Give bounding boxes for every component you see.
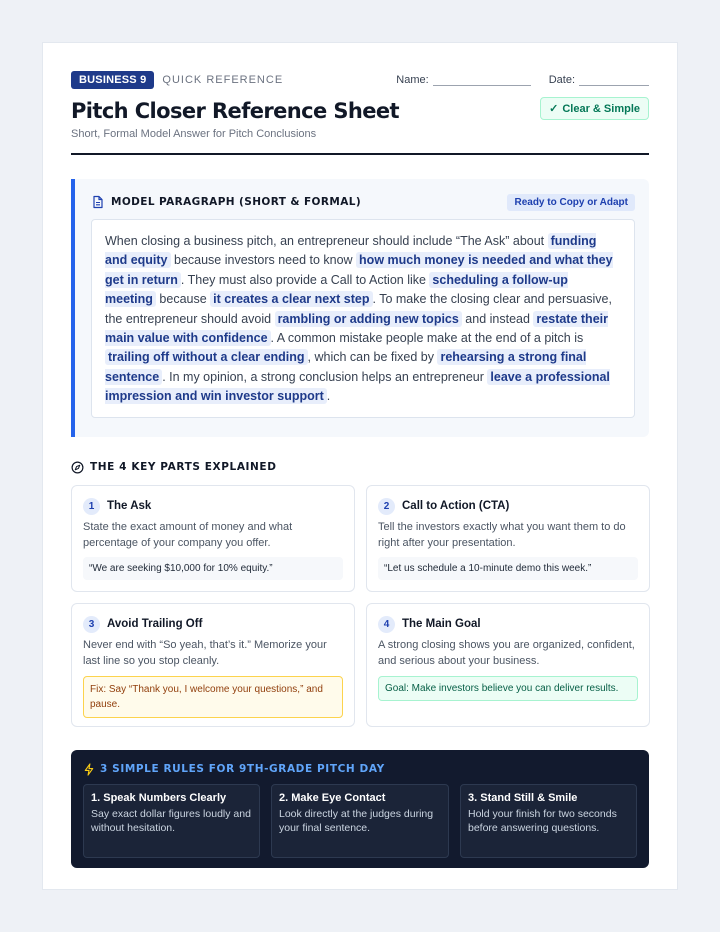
key-parts-header [71,459,649,475]
status-badge-label: Clear & Simple [562,102,640,115]
example-quote: “Let us schedule a 10-minute demo this week.” [378,557,638,580]
date-line [579,85,649,86]
card-header [83,615,343,633]
card-title: The Ask [107,500,152,512]
rule-card-speak-numbers [83,784,260,858]
fix-note: Fix: Say “Thank you, I welcome your questions,” and pause. [83,676,343,718]
rule-card-eye-contact [271,784,449,858]
card-header [378,497,638,515]
key-part-card-cta [366,485,650,592]
key-parts-grid [71,485,649,727]
key-parts-title: THE 4 KEY PARTS EXPLAINED [90,461,277,473]
rule-title: 3. Stand Still & Smile [468,792,578,804]
card-header [83,497,343,515]
highlighted-phrase: trailing off without a clear ending [105,349,308,365]
rule-card-stand-still [460,784,637,858]
rule-title: 1. Speak Numbers Clearly [91,792,227,804]
page-title: Pitch Closer Reference Sheet [71,99,399,123]
key-part-card-main-goal [366,603,650,727]
model-paragraph-section [71,179,649,437]
rule-description: Say exact dollar figures loudly and without hesitation. [91,808,251,834]
highlighted-phrase: it creates a clear next step [210,291,372,307]
rule-description: Hold your finish for two seconds before answering questions. [468,808,617,834]
step-number: 1 [83,498,100,515]
title-block [71,99,649,143]
card-header [378,615,638,633]
highlighted-phrase: scheduling a follow-up meeting [105,272,568,307]
step-number: 4 [378,616,395,633]
paragraph-text: . In my opinion, a strong conclusion helps an entrepreneur [162,369,488,384]
card-description: A strong closing shows you are organized, confident, and serious about your business. [378,639,635,667]
card-description: Tell the investors exactly what you want them to do right after your presentation. [378,521,626,549]
name-field[interactable] [396,74,530,86]
document-icon [91,195,105,209]
rule-title: 2. Make Eye Contact [279,792,386,804]
paragraph-text: because investors need to know [170,253,357,268]
highlighted-phrase: how much money is needed and what they get in return [105,253,613,287]
highlighted-phrase: funding and equity [105,234,597,268]
student-fields [396,74,649,86]
reference-sheet-page [42,42,678,890]
card-description: Never end with “So yeah, that’s it.” Memorize your last line so you stop cleanly. [83,639,327,667]
model-header [91,193,635,211]
paragraph-text: When closing a business pitch, an entrepreneur should include “The Ask” about [105,234,548,248]
key-part-card-trailing-off [71,603,355,727]
paragraph-text: . They must also provide a Call to Action like [180,272,430,287]
lightning-icon [83,763,95,776]
step-number: 2 [378,498,395,515]
header-divider [71,153,649,155]
card-description: State the exact amount of money and what percentage of your company you offer. [83,521,293,549]
paragraph-text: . A common mistake people make at the end of a pitch is [270,331,584,346]
sheet-content [71,71,649,868]
rule-description: Look directly at the judges during your final sentence. [279,808,434,834]
rules-grid [83,784,637,858]
header-topline [71,71,649,89]
paragraph-text: because [155,292,211,307]
example-quote: “We are seeking $10,000 for 10% equity.” [83,557,343,580]
goal-note: Goal: Make investors believe you can deliver results. [378,676,638,701]
rules-header [83,761,637,777]
paragraph-text: . To make the closing clear and persuasive, the entrepreneur should avoid [105,292,612,326]
model-title: MODEL PARAGRAPH (SHORT & FORMAL) [111,196,362,208]
card-title: The Main Goal [402,618,481,630]
pitch-day-rules-panel [71,750,649,868]
step-number: 3 [83,616,100,633]
highlighted-phrase: restate their main value with confidence [105,311,608,346]
page-subtitle: Short, Formal Model Answer for Pitch Conclusions [71,128,317,140]
paragraph-text: , which can be fixed by [307,350,438,365]
kicker-label: QUICK REFERENCE [162,74,284,86]
key-part-card-ask [71,485,355,592]
card-title: Avoid Trailing Off [107,618,203,630]
date-field[interactable] [549,74,649,86]
card-title: Call to Action (CTA) [402,500,510,512]
name-label: Name: [396,74,429,86]
highlighted-phrase: rambling or adding new topics [275,311,462,327]
name-line [433,85,531,86]
model-paragraph [91,219,635,418]
highlighted-phrase: leave a professional impression and win investor support [105,369,610,404]
status-badge [540,97,649,120]
course-badge: BUSINESS 9 [71,71,154,89]
compass-icon [71,461,84,474]
highlighted-phrase: rehearsing a strong final sentence [105,350,587,384]
date-label: Date: [548,74,575,86]
paragraph-text: . [326,389,331,404]
ready-pill: Ready to Copy or Adapt [507,194,635,211]
paragraph-text: and instead [461,311,534,326]
check-icon: ✓ [549,103,559,115]
rules-title: 3 SIMPLE RULES FOR 9TH-GRADE PITCH DAY [100,763,385,775]
